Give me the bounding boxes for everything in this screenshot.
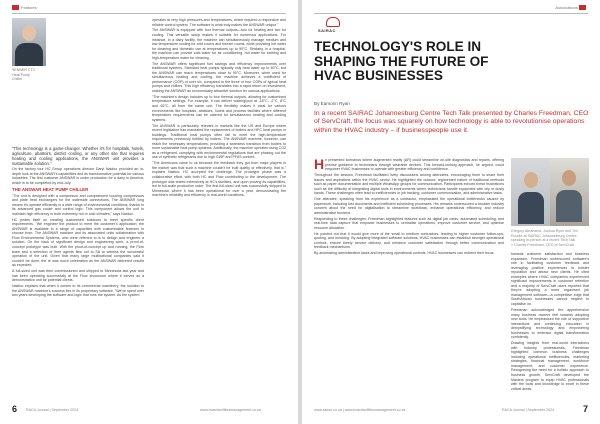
footer-link[interactable]: www.sairac.co.za | www.hvacrfacilitiesmanagement.co.za xyxy=(314,408,406,412)
right-column-2 xyxy=(511,252,589,402)
left-column-2 xyxy=(152,18,286,400)
footer-issue: RACA Journal | September 2024 xyxy=(502,408,555,412)
right-column-1: He presented scenarios where augmented reality (AR) could streamline on-site diagnostics and repairs, offering precise guidance to technicians through wearable devices. This forward-looking approach, he argued, could empower HVAC businesses to operate with greater efficiency and confidence. Throughout the session, Freedman facilitated lively discussions among attendees, encouraging them to share their issues and aspirations within the HVAC sector. He highlighted the outdoor, regimented nature of traditional methods such as paper documentation and multiple WhatsApp groups for communication. Participants echoed these frustrations such as the difficulty of integrating digital tools in environments where technicians handle equipment with oily or dusty hands. These challenges often lead to inefficiencies in job tracking, customer communication, and administrative tasks. One attendee, speaking from his experience as a contractor, emphasised the operational bottlenecks caused by paperwork, including lost documents and inefficient scheduling processes. His remarks underscored a broader industry concern about the need for digitalisation to streamline workflows, enhance operational efficiency, and reduce administrative burdens. Responding to these challenges, Freedman highlighted features such as digital job cards, automated scheduling, and real-time data capture that empower businesses to centralise operations, improve customer service, and optimise resource allocation. He pointed out that it would give more of the small to medium contractors, leading to higher customer follow-ups, quoting, and invoicing. By adopting integrated software solutions, HVAC businesses can establish stronger operational controls, ensure timely service delivery, and enhance customer satisfaction through better communication and feedback mechanisms. By automating administrative tasks and improving operational controls, HVAC businesses can redirect their focus xyxy=(314,156,504,256)
paragraph: On the factory tour HC Group operations director Daryl Naidoo provided an in-depth look at the ANSWAR's capabilities and its transformative potential for various industries. The first customer ANSWAR is under production for a dairy in America, which is to be completed by mid-July. xyxy=(12,167,144,186)
paragraph: "The Americans came to us because the feedback they got from major players in the market was that such a machine couldn't be built quietly or effectively, that is," explains Naidoo. HC accepted the challenge. The prototype phase was a collaborative effort, with both HC and Flow contributing to the development. The prototype was tested extensively at HC's facilities, and upon proving its capabilities, led to full-scale production order. The first full-sized unit was successfully shipped to Minnesota, where it has been operational for over a year, demonstrating the machine's reliability and efficiency in real-world conditions. xyxy=(152,161,286,198)
left-page xyxy=(0,0,298,424)
paragraph: Throughout the session, Freedman facilitated lively discussions among attendees, encouraging them to share their issues and aspirations within the HVAC sector. He highlighted the outdoor, regimented nature of traditional methods such as paper documentation and multiple WhatsApp groups for communication. Participants echoed these frustrations such as the difficulty of integrating digital tools in environments where technicians handle equipment with oily or dusty hands. These challenges often lead to inefficiencies in job tracking, customer communication, and administrative tasks. xyxy=(314,173,504,196)
logo-mark-icon xyxy=(326,17,340,27)
paragraph: The ANSWAR offers significant fuel savings and efficiency improvements over traditional systems. Standard heat pumps typically only heat water up to 60°C, but the ANSWAR can reach temperatures close to 90°C. Moreover, when used for simultaneous heating and cooling, the machine achieves a coefficient of performance (COP) of over six, compared to the three or four COPs of typical heat pumps and chillers. This high efficiency translates into a rapid return on investment, making the ANSWAR an economically attractive solution for various applications. xyxy=(152,61,286,93)
paragraph: towards customer satisfaction and business expansion. Freedman underscored software's role in facilitating customer feedback and leveraging positive experiences to bolster reputation and attract new clients. He cited examples where HVAC companies experienced significant improvements in customer retention and a majority of ServCraft users reported that they're adopting a more organised job management software—a competitive edge that SouthAfrican businesses cannot neglect to capitalise on. xyxy=(511,252,589,307)
image-caption: SENNER CTC Heat Pump Chiller xyxy=(12,68,36,82)
header-rule xyxy=(314,13,588,14)
sairac-logo: SAIRAC xyxy=(314,17,354,33)
subheading: THE ANSWAR HEAT PUMP CHILLER xyxy=(12,186,89,192)
paragraph: The ANSWAR is equipped with four thermal outputs—two for heating and two for cooling. This versatile setup makes it suitable for numerous applications. For instance, in a dairy facility, the machine can simultaneously manage medium and low-temperature cooling for cold rooms and freezer rooms, while providing hot water for cleaning and domestic use at temperatures up to 90°C. Similarly, in a hospital, the machine can provide cold water for air conditioning, hot water for bathing and high-temperature water for cleaning. xyxy=(152,28,286,60)
article-title: TECHNOLOGY'S ROLE IN SHAPING THE FUTURE OF HVAC BUSINESSES xyxy=(314,39,489,84)
page-number: 7 xyxy=(582,404,588,414)
section-icon xyxy=(579,5,586,10)
paragraph: A full-sized unit was then commissioned and shipped to Minnesota last year and has been operating successfully at the Flow showroom where it serves as a demonstration unit for potential clients. xyxy=(12,269,144,283)
footer-link[interactable]: www.hvacrfacilitiesmanagement.co.za xyxy=(200,408,261,412)
paragraph: The ANSWAR is particularly relevant in markets like the US and Europe where recent legislation has mandated the replacement of boilers and HFC heat pumps in buildings. Traditional heat pumps often fail to meet the high-temperature requirements previously fulfilled by boilers. The ANSWAR machine, however, can reach the necessary temperatures, providing a seamless transition from boilers to more sustainable heat pump systems. Additionally, the machine operates using CO2 as a refrigerant, complying with environmental regulations that are phasing out the use of synthetic refrigerants due to high GWP and PFAS content. xyxy=(152,123,286,160)
paragraph: He pointed out that it would give more of the small to medium contractors, leading to higher customer follow-ups, quoting, and invoicing. By adopting integrated software solutions, HVAC businesses can establish stronger operational controls, ensure timely service delivery, and enhance customer satisfaction through better communication and feedback mechanisms. xyxy=(314,231,504,250)
byline: By Eamonn Ryan xyxy=(314,101,350,106)
left-column-1 xyxy=(12,146,144,398)
paragraph: Drawing insights from real-world interactions with industry professionals, Freedman highlighted common business challenges including operational inefficiencies, marketing strategies, financial management, workforce management, and customer experience. Recognising the need for a holistic approach to business growth, ServCraft developed the Masters program to equip HVAC professionals with the tools and knowledge to excel in these critical areas. xyxy=(511,341,589,391)
section-header: Features xyxy=(12,5,37,10)
paragraph: By automating administrative tasks and improving operational controls, HVAC businesses can redirect their focus xyxy=(314,251,494,256)
drop-cap: H xyxy=(314,156,325,172)
product-image xyxy=(12,18,46,66)
header-rule xyxy=(12,13,286,14)
paragraph: Naidoo explains that when it comes to its commercial machinery, the solution to the ANSWAR machine's success lies in its proprietary software. "We've spent over two years developing the software and logic that runs the system. As the system xyxy=(12,284,144,298)
paragraph: "The unit is designed with a compressor and compartment housing compressors and plate heat exchangers for the waterside connections. The ANSWAR long means it's operate efficiently in a wide range of environmental conditions, thanks to its advanced gas cooler and control logic. This component allows the unit to maintain high efficiency in both extremely hot or cold climates," says Naidoo. xyxy=(12,193,144,216)
paragraph: HC prides itself on creating customised solutions to meet specific client requirements. "We engineer the product to meet the customer's application; the ANSWAR is available in a range of capacities with customisable features to choose from. The ANSWAR machine and its associated units collaboration with Flow Environmental Systems, who were referred to is to design and engineer a solution. On the back of significant design and engineering work, a proof-of-concept prototype was built. With the proof-of-concept up and running, the Flow team and a selection of their agents flew out to SA to witness the successful operation of the unit. Given that many large multinational companies said it couldn't be done, the re was much celebration as the ANSWAR delivered results as expected. xyxy=(12,217,144,268)
speakers-photo xyxy=(511,158,589,226)
intro-paragraph: "This technology is a game-changer. Whether it's for hospitals, hotels, agriculture, abattoirs, district cooling, or any other site that requires heating and cooling applications, the ANSWAR unit provides a sustainable solution." xyxy=(12,146,144,166)
footer-issue: RACA Journal | September 2024 xyxy=(26,408,79,412)
paragraph: Freedman acknowledged the apprehension many business owners feel towards adopting new tools. He emphasised the role of supportive interactions and continuing education in demystifying technology and empowering businesses to embrace digital transformation confidently. xyxy=(511,307,589,340)
page-number: 6 xyxy=(12,404,18,414)
paragraph: Responding to these challenges, Freedman highlighted features such as digital job cards, automated scheduling, and real-time data capture that empower businesses to centralise operations, improve customer service, and optimise resource allocation. xyxy=(314,216,504,230)
section-icon xyxy=(12,5,19,10)
right-page xyxy=(302,0,600,424)
photo-caption: Gregory Abrahams, Joshua Ryne and Tim Rourke at SAIRAC Johannesburg Centre, speaking in-person at a recent Tech Talk » Charles Freedman, CEO of ServCraft xyxy=(511,229,578,247)
paragraph: operates at very high pressures and temperatures, which required a responsive and reliable control system. The software is what truly makes the ANSWAR unique." xyxy=(152,18,286,27)
section-header: Associations xyxy=(555,5,588,10)
paragraph: One attendee, speaking from his experience as a contractor, emphasised the operational bottlenecks caused by paperwork, including lost documents and inefficient scheduling processes. His remarks underscored a broader industry concern about the need for digitalisation to streamline workflows, enhance operational efficiency, and reduce administrative burdens. xyxy=(314,197,504,215)
article-intro: In a recent SAIRAC Johannesburg Centre Tech Talk presented by Charles Freedman, CEO of ServCraft, the focus was squarely on how technology is able to revolutionise operations within the HVAC industry – if businesspeople use it. xyxy=(314,110,589,134)
paragraph: "The machine's design includes up to four thermal outputs, allowing for customised temperature settings. For example, it can deliver water/glycol at -18°C, -2°C, 8°C and 65°C, all from the same unit. The flexibility makes it ideal for various environments like hospitals, abattoirs, hotels and process facilities where different temperature requirements can be catered for simultaneous heating and cooling systems. xyxy=(152,94,286,122)
